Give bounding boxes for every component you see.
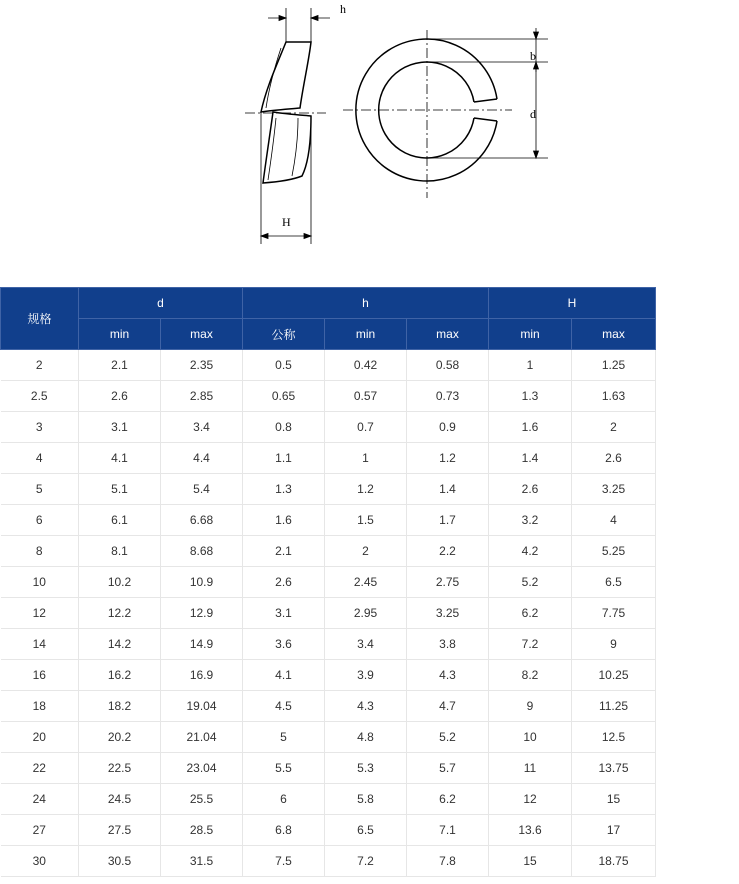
table-cell: 20.2 [79,722,161,753]
table-cell: 6.5 [572,567,656,598]
table-cell: 27.5 [79,815,161,846]
table-cell: 10.2 [79,567,161,598]
table-cell: 14.9 [161,629,243,660]
table-row [1,722,656,753]
table-cell: 2.95 [325,598,407,629]
spec-cell: 3 [1,412,79,443]
table-cell: 3.8 [407,629,489,660]
spec-cell: 24 [1,784,79,815]
spec-cell: 2.5 [1,381,79,412]
table-cell: 4.1 [79,443,161,474]
table-cell: 0.58 [407,350,489,381]
subheader-d-max: max [161,319,243,350]
table-cell: 2.35 [161,350,243,381]
table-cell: 10 [489,722,572,753]
subheader-h-nominal: 公称 [243,319,325,350]
table-cell: 5.2 [407,722,489,753]
table-cell: 15 [572,784,656,815]
table-cell: 6.5 [325,815,407,846]
table-cell: 0.9 [407,412,489,443]
table-cell: 2.6 [243,567,325,598]
table-cell: 4.2 [489,536,572,567]
spec-cell: 30 [1,846,79,877]
table-cell: 1.25 [572,350,656,381]
table-cell: 4.4 [161,443,243,474]
table-cell: 3.6 [243,629,325,660]
table-cell: 15 [489,846,572,877]
table-cell: 6.1 [79,505,161,536]
table-cell: 18.75 [572,846,656,877]
table-cell: 0.42 [325,350,407,381]
table-cell: 4.1 [243,660,325,691]
subheader-h-max: max [407,319,489,350]
table-cell: 7.8 [407,846,489,877]
spring-washer-drawing [0,0,739,270]
spec-cell: 12 [1,598,79,629]
table-row [1,474,656,505]
spec-cell: 5 [1,474,79,505]
table-cell: 0.57 [325,381,407,412]
table-cell: 30.5 [79,846,161,877]
table-cell: 8.2 [489,660,572,691]
table-cell: 6.68 [161,505,243,536]
table-row [1,660,656,691]
subheader-h-min: min [325,319,407,350]
table-cell: 1.1 [243,443,325,474]
table-cell: 3.25 [572,474,656,505]
table-row [1,381,656,412]
table-cell: 4.8 [325,722,407,753]
spec-cell: 4 [1,443,79,474]
table-cell: 5.8 [325,784,407,815]
spec-cell: 16 [1,660,79,691]
table-cell: 4.3 [407,660,489,691]
table-row [1,784,656,815]
table-row [1,598,656,629]
table-cell: 5.1 [79,474,161,505]
spec-cell: 2 [1,350,79,381]
spec-table-body [1,350,656,877]
spec-cell: 20 [1,722,79,753]
drawing-label-h: h [340,2,346,16]
table-cell: 1.5 [325,505,407,536]
table-cell: 4 [572,505,656,536]
table-cell: 11.25 [572,691,656,722]
group-header-h: h [243,288,489,319]
washer-side-view [261,42,311,183]
subheader-H-min: min [489,319,572,350]
table-cell: 5.2 [489,567,572,598]
table-cell: 5.25 [572,536,656,567]
table-cell: 14.2 [79,629,161,660]
table-cell: 0.5 [243,350,325,381]
table-cell: 3.4 [325,629,407,660]
spec-cell: 22 [1,753,79,784]
table-cell: 4.5 [243,691,325,722]
table-cell: 21.04 [161,722,243,753]
table-cell: 28.5 [161,815,243,846]
table-cell: 5 [243,722,325,753]
washer-spec-table [0,287,656,877]
table-cell: 2.1 [79,350,161,381]
table-cell: 25.5 [161,784,243,815]
drawing-label-b: b [530,49,536,63]
table-cell: 2.6 [489,474,572,505]
subheader-H-max: max [572,319,656,350]
table-cell: 9 [489,691,572,722]
table-cell: 2.6 [79,381,161,412]
table-row [1,412,656,443]
table-cell: 7.2 [489,629,572,660]
spec-cell: 18 [1,691,79,722]
table-row [1,505,656,536]
table-cell: 0.7 [325,412,407,443]
table-cell: 6.2 [407,784,489,815]
table-cell: 5.4 [161,474,243,505]
table-row [1,846,656,877]
table-cell: 2 [572,412,656,443]
table-cell: 3.2 [489,505,572,536]
table-cell: 1 [489,350,572,381]
group-header-H: H [489,288,656,319]
table-cell: 2.2 [407,536,489,567]
table-cell: 3.1 [79,412,161,443]
spec-cell: 8 [1,536,79,567]
table-cell: 3.4 [161,412,243,443]
table-cell: 2.1 [243,536,325,567]
drawing-label-d: d [530,107,536,121]
table-cell: 1.2 [407,443,489,474]
table-cell: 23.04 [161,753,243,784]
table-row [1,536,656,567]
spec-column-header: 规格 [1,288,79,350]
table-cell: 1.2 [325,474,407,505]
table-row [1,691,656,722]
table-row [1,350,656,381]
table-cell: 3.25 [407,598,489,629]
table-cell: 3.9 [325,660,407,691]
table-cell: 7.1 [407,815,489,846]
table-cell: 6.8 [243,815,325,846]
table-cell: 1.63 [572,381,656,412]
spec-cell: 6 [1,505,79,536]
table-cell: 18.2 [79,691,161,722]
table-cell: 1.6 [489,412,572,443]
table-cell: 17 [572,815,656,846]
table-cell: 1.4 [407,474,489,505]
table-cell: 0.65 [243,381,325,412]
table-cell: 7.2 [325,846,407,877]
table-cell: 22.5 [79,753,161,784]
table-row [1,753,656,784]
table-row [1,629,656,660]
table-cell: 16.2 [79,660,161,691]
table-cell: 5.7 [407,753,489,784]
table-cell: 2.45 [325,567,407,598]
table-cell: 12.9 [161,598,243,629]
table-cell: 2.6 [572,443,656,474]
table-row [1,815,656,846]
table-cell: 6.2 [489,598,572,629]
table-cell: 7.75 [572,598,656,629]
table-cell: 1.6 [243,505,325,536]
table-cell: 4.7 [407,691,489,722]
table-cell: 8.1 [79,536,161,567]
table-cell: 11 [489,753,572,784]
table-cell: 7.5 [243,846,325,877]
table-cell: 10.25 [572,660,656,691]
table-cell: 13.75 [572,753,656,784]
table-cell: 24.5 [79,784,161,815]
table-cell: 6 [243,784,325,815]
table-cell: 1.3 [243,474,325,505]
table-cell: 31.5 [161,846,243,877]
table-cell: 0.73 [407,381,489,412]
table-cell: 1.4 [489,443,572,474]
spec-cell: 14 [1,629,79,660]
table-cell: 1.7 [407,505,489,536]
table-cell: 12.5 [572,722,656,753]
table-cell: 3.1 [243,598,325,629]
table-cell: 2 [325,536,407,567]
table-row [1,443,656,474]
table-cell: 8.68 [161,536,243,567]
subheader-d-min: min [79,319,161,350]
group-header-d: d [79,288,243,319]
table-cell: 2.85 [161,381,243,412]
table-cell: 12.2 [79,598,161,629]
table-cell: 2.75 [407,567,489,598]
table-row [1,567,656,598]
table-cell: 4.3 [325,691,407,722]
table-cell: 5.5 [243,753,325,784]
table-cell: 13.6 [489,815,572,846]
table-cell: 12 [489,784,572,815]
drawing-label-H: H [282,215,291,229]
table-cell: 1 [325,443,407,474]
table-cell: 19.04 [161,691,243,722]
table-cell: 10.9 [161,567,243,598]
table-cell: 16.9 [161,660,243,691]
table-cell: 1.3 [489,381,572,412]
table-cell: 9 [572,629,656,660]
spec-cell: 10 [1,567,79,598]
table-cell: 0.8 [243,412,325,443]
spec-cell: 27 [1,815,79,846]
table-cell: 5.3 [325,753,407,784]
